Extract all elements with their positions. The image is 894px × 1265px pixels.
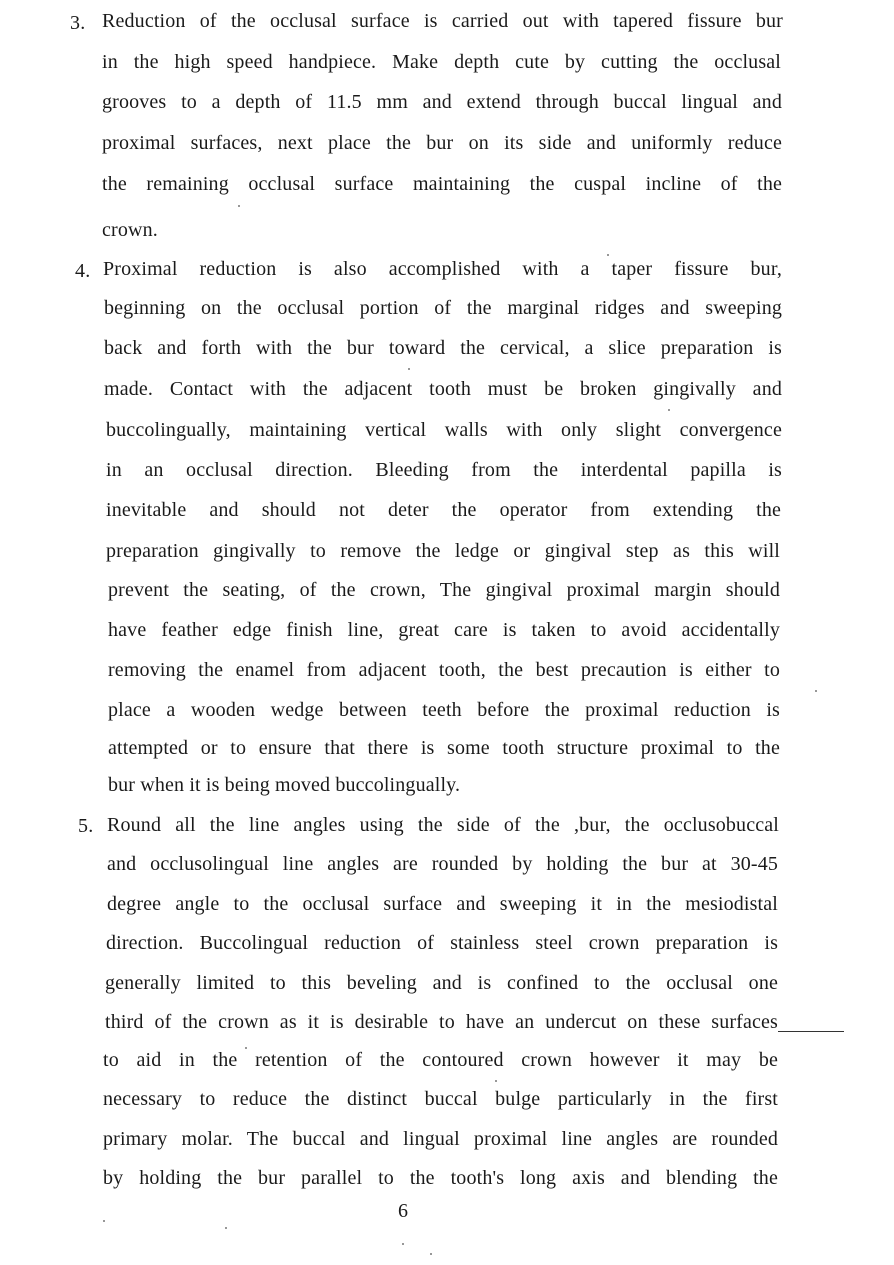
paragraph-line: and occlusolingual line angles are rounded by holding the bur at 30-45 (107, 853, 778, 875)
paragraph-line: necessary to reduce the distinct buccal bulge particularly in the first (103, 1088, 778, 1110)
paragraph-line: grooves to a depth of 11.5 mm and extend through buccal lingual and (102, 91, 782, 113)
page-number: 6 (398, 1200, 408, 1222)
paragraph-line: bur when it is being moved buccolingually. (108, 774, 461, 796)
paragraph-line: generally limited to this beveling and is confined to the occlusal one (105, 972, 778, 994)
paragraph-line: the remaining occlusal surface maintaining the cuspal incline of the (102, 173, 782, 195)
paragraph-line: degree angle to the occlusal surface and sweeping it in the mesiodistal (107, 893, 778, 915)
paragraph-line: have feather edge finish line, great care is taken to avoid accidentally (108, 619, 780, 641)
scan-speck (245, 1047, 247, 1049)
item-number: 5. (78, 815, 94, 837)
paragraph-line: direction. Buccolingual reduction of stainless steel crown preparation is (106, 932, 778, 954)
paragraph-line: removing the enamel from adjacent tooth, the best precaution is either to (108, 659, 780, 681)
paragraph-line: in an occlusal direction. Bleeding from the interdental papilla is (106, 459, 782, 481)
scan-speck (495, 1080, 497, 1082)
scan-speck (402, 1243, 404, 1245)
paragraph-line: primary molar. The buccal and lingual proximal line angles are rounded (103, 1128, 778, 1150)
paragraph-line: made. Contact with the adjacent tooth must be broken gingivally and (104, 378, 782, 400)
paragraph-line: beginning on the occlusal portion of the marginal ridges and sweeping (104, 297, 782, 319)
paragraph-line: by holding the bur parallel to the tooth's long axis and blending the (103, 1167, 778, 1189)
paragraph-line: preparation gingivally to remove the ledge or gingival step as this will (106, 540, 780, 562)
paragraph-line: crown. (102, 219, 158, 241)
scan-speck (668, 409, 670, 411)
margin-rule (778, 1031, 844, 1032)
paragraph-line: to aid in the retention of the contoured crown however it may be (103, 1049, 778, 1071)
item-number: 3. (70, 12, 86, 34)
scan-speck (430, 1253, 432, 1255)
scan-speck (408, 368, 410, 370)
paragraph-line: attempted or to ensure that there is some tooth structure proximal to the (108, 737, 780, 759)
scan-speck (607, 254, 609, 256)
scan-speck (103, 1220, 105, 1222)
paragraph-line: buccolingually, maintaining vertical walls with only slight convergence (106, 419, 782, 441)
paragraph-line: Proximal reduction is also accomplished with a taper fissure bur, (103, 258, 782, 280)
scan-speck (225, 1227, 227, 1229)
paragraph-line: inevitable and should not deter the operator from extending the (106, 499, 781, 521)
scan-speck (238, 205, 240, 207)
scan-speck (815, 690, 817, 692)
paragraph-line: prevent the seating, of the crown, The gingival proximal margin should (108, 579, 780, 601)
paragraph-line: proximal surfaces, next place the bur on its side and uniformly reduce (102, 132, 782, 154)
paragraph-line: in the high speed handpiece. Make depth cute by cutting the occlusal (102, 51, 781, 73)
paragraph-line: third of the crown as it is desirable to have an undercut on these surfaces (105, 1011, 778, 1033)
paragraph-line: Reduction of the occlusal surface is carried out with tapered fissure bur (102, 10, 783, 32)
item-number: 4. (75, 260, 91, 282)
paragraph-line: back and forth with the bur toward the cervical, a slice preparation is (104, 337, 782, 359)
paragraph-line: Round all the line angles using the side of the ,bur, the occlusobuccal (107, 814, 779, 836)
paragraph-line: place a wooden wedge between teeth before the proximal reduction is (108, 699, 780, 721)
